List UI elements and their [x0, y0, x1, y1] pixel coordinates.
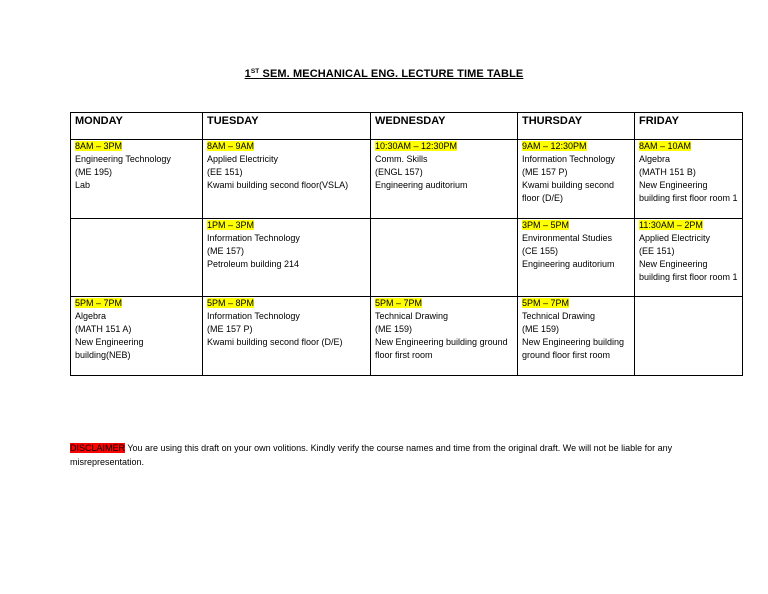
disclaimer-text: You are using this draft on your own volitions. Kindly verify the course names and time from the original draft. We will not be liable for any misrepresentation. [70, 443, 673, 467]
lecture-venue: New Engineering building ground floor first room [522, 337, 625, 360]
course-name: Information Technology [522, 154, 615, 164]
lecture-cell-monday [71, 297, 203, 376]
day-header-tuesday: TUESDAY [203, 113, 371, 140]
lecture-time: 3PM – 5PM [522, 220, 570, 230]
lecture-time: 9AM – 12:30PM [522, 141, 587, 151]
course-code: (MATH 151 B) [639, 167, 696, 177]
course-code: (CE 155) [522, 246, 559, 256]
lecture-time: 5PM – 7PM [522, 298, 570, 308]
course-code: (ME 159) [375, 324, 413, 334]
course-code: (ME 195) [75, 167, 113, 177]
timetable-row [71, 297, 743, 376]
course-name: Information Technology [207, 233, 300, 243]
lecture-venue: Kwami building second floor (D/E) [207, 337, 343, 347]
lecture-time: 8AM – 9AM [207, 141, 255, 151]
lecture-timetable [70, 112, 743, 376]
lecture-cell-friday [635, 219, 743, 297]
lecture-venue: New Engineering building(NEB) [75, 337, 144, 360]
lecture-venue: New Engineering building first floor room 1 [639, 259, 738, 282]
day-header-thursday: THURSDAY [518, 113, 635, 140]
lecture-cell-thursday [518, 219, 635, 297]
title-ordinal: 1 [244, 68, 251, 80]
course-name: Technical Drawing [375, 311, 449, 321]
timetable-title [0, 68, 768, 80]
lecture-cell-tuesday [203, 219, 371, 297]
course-code: (ME 157) [207, 246, 245, 256]
course-code: (ME 157 P) [207, 324, 253, 334]
course-name: Engineering Technology [75, 154, 171, 164]
course-code: (ME 159) [522, 324, 560, 334]
lecture-venue: New Engineering building ground floor first room [375, 337, 508, 360]
lecture-time: 5PM – 7PM [375, 298, 423, 308]
course-code: (EE 151) [207, 167, 243, 177]
lecture-time: 11:30AM – 2PM [639, 220, 703, 230]
lecture-cell-tuesday [203, 297, 371, 376]
day-header-monday: MONDAY [71, 113, 203, 140]
course-code: (EE 151) [639, 246, 675, 256]
timetable-row [71, 219, 743, 297]
lecture-venue: Engineering auditorium [522, 259, 615, 269]
title-text: SEM. MECHANICAL ENG. LECTURE TIME TABLE [259, 68, 524, 80]
lecture-time: 8AM – 3PM [75, 141, 123, 151]
timetable-row [71, 140, 743, 219]
lecture-cell-wednesday [371, 219, 518, 297]
lecture-cell-thursday [518, 140, 635, 219]
course-name: Applied Electricity [207, 154, 279, 164]
disclaimer-tag: DISCLAIMER [70, 443, 126, 453]
lecture-time: 5PM – 8PM [207, 298, 255, 308]
lecture-cell-tuesday [203, 140, 371, 219]
day-header-wednesday: WEDNESDAY [371, 113, 518, 140]
course-code: (ME 157 P) [522, 167, 568, 177]
course-name: Applied Electricity [639, 233, 711, 243]
lecture-cell-friday [635, 297, 743, 376]
lecture-venue: New Engineering building first floor room 1 [639, 180, 738, 203]
course-name: Technical Drawing [522, 311, 596, 321]
course-name: Algebra [75, 311, 107, 321]
course-name: Environmental Studies [522, 233, 613, 243]
day-header-row [71, 113, 743, 140]
lecture-venue: Lab [75, 180, 91, 190]
lecture-venue: Kwami building second floor (D/E) [522, 180, 615, 203]
lecture-cell-friday [635, 140, 743, 219]
disclaimer-note [70, 441, 730, 469]
course-name: Information Technology [207, 311, 300, 321]
lecture-cell-thursday [518, 297, 635, 376]
day-header-friday: FRIDAY [635, 113, 743, 140]
lecture-cell-monday [71, 219, 203, 297]
lecture-time: 8AM – 10AM [639, 141, 692, 151]
course-name: Comm. Skills [375, 154, 428, 164]
lecture-cell-monday [71, 140, 203, 219]
lecture-time: 5PM – 7PM [75, 298, 123, 308]
lecture-venue: Petroleum building 214 [207, 259, 300, 269]
course-code: (ENGL 157) [375, 167, 423, 177]
lecture-venue: Engineering auditorium [375, 180, 468, 190]
lecture-cell-wednesday [371, 297, 518, 376]
lecture-cell-wednesday [371, 140, 518, 219]
lecture-time: 1PM – 3PM [207, 220, 255, 230]
lecture-time: 10:30AM – 12:30PM [375, 141, 458, 151]
title-ordinal-suffix: ST [250, 68, 260, 75]
course-name: Algebra [639, 154, 671, 164]
course-code: (MATH 151 A) [75, 324, 132, 334]
lecture-venue: Kwami building second floor(VSLA) [207, 180, 349, 190]
